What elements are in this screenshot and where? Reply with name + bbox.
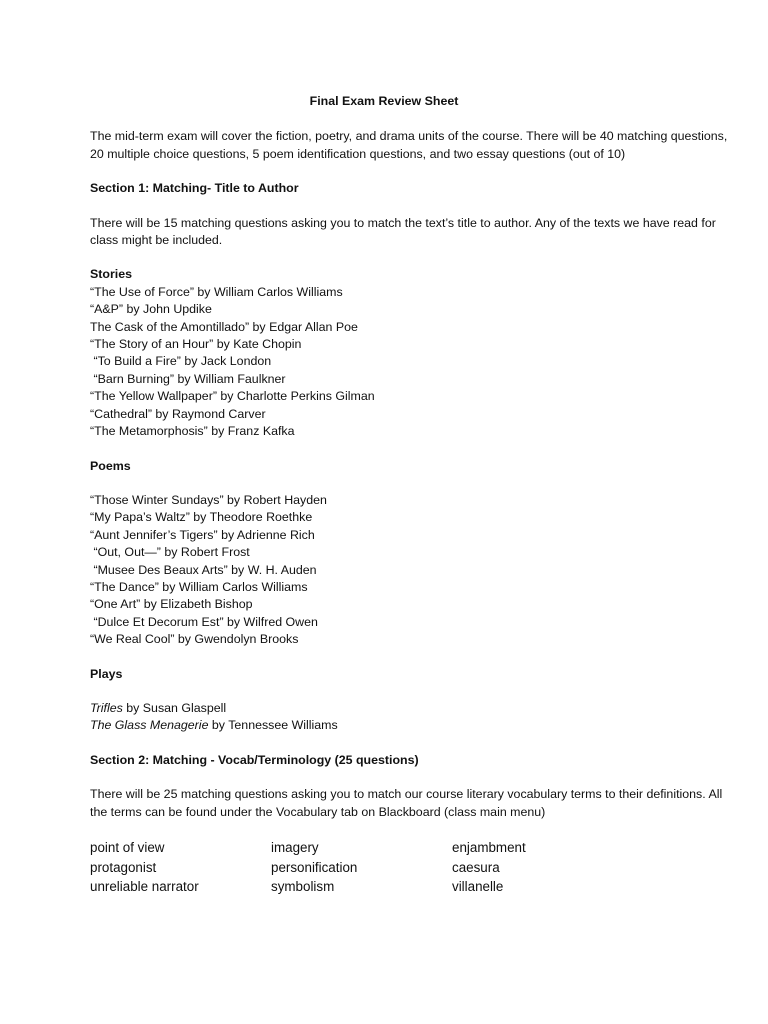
list-item: “One Art” by Elizabeth Bishop (90, 597, 253, 612)
play-title: The Glass Menagerie (90, 718, 209, 733)
list-item: “My Papa’s Waltz” by Theodore Roethke (90, 510, 313, 525)
list-item: “Musee Des Beaux Arts” by W. H. Auden (90, 562, 317, 577)
list-item: “Aunt Jennifer’s Tigers” by Adrienne Rich (90, 527, 315, 542)
poems-heading: Poems (90, 458, 131, 473)
list-item (90, 717, 728, 734)
vocab-term: enjambment (452, 840, 526, 855)
list-item: “Barn Burning” by William Faulkner (90, 371, 286, 386)
vocab-grid (90, 839, 728, 896)
list-item: “We Real Cool” by Gwendolyn Brooks (90, 632, 299, 647)
list-item: “Out, Out—” by Robert Frost (90, 545, 250, 560)
play-author: by Tennessee Williams (208, 718, 338, 733)
list-item: “Dulce Et Decorum Est” by Wilfred Owen (90, 614, 318, 629)
vocab-term: symbolism (271, 879, 335, 894)
vocab-term: caesura (452, 859, 500, 875)
section2-description: There will be 25 matching questions asking you to match our course literary vocabulary terms to their definitions. All the terms can be found under the Vocabulary tab on Blackboard (class main menu) (90, 787, 723, 819)
stories-heading: Stories (90, 267, 133, 282)
list-item (90, 700, 728, 717)
poems-list (90, 492, 728, 649)
vocab-term: imagery (271, 840, 319, 855)
list-item: “Those Winter Sundays” by Robert Hayden (90, 492, 327, 507)
intro-paragraph: The mid-term exam will cover the fiction, poetry, and drama units of the course. There will be 40 matching questions, 20 multiple choice questions, 5 poem identification questions, and two essay questions (out of 10) (90, 129, 728, 161)
play-title: Trifles (90, 700, 123, 715)
vocab-term: personification (271, 859, 358, 875)
list-item: “The Yellow Wallpaper” by Charlotte Perkins Gilman (90, 389, 375, 404)
list-item: “The Use of Force” by William Carlos Williams (90, 284, 343, 299)
vocab-term: point of view (90, 840, 165, 855)
plays-list (90, 700, 728, 735)
vocab-term: villanelle (452, 879, 504, 894)
page-title: Final Exam Review Sheet (309, 94, 459, 108)
list-item: “Cathedral” by Raymond Carver (90, 406, 266, 421)
section1-description: There will be 15 matching questions asking you to match the text’s title to author. Any of the texts we have read for class might be included. (90, 215, 716, 248)
list-item: “A&P” by John Updike (90, 302, 212, 317)
stories-list (90, 284, 728, 441)
list-item: The Cask of the Amontillado” by Edgar Allan Poe (90, 319, 358, 334)
vocab-term: unreliable narrator (90, 879, 199, 894)
vocab-term: protagonist (90, 859, 157, 875)
play-author: by Susan Glaspell (122, 700, 227, 715)
section1-heading: Section 1: Matching- Title to Author (90, 181, 299, 196)
list-item: “The Dance” by William Carlos Williams (90, 579, 308, 594)
list-item: “The Metamorphosis” by Franz Kafka (90, 424, 295, 439)
plays-heading: Plays (90, 666, 123, 681)
list-item: “To Build a Fire” by Jack London (90, 354, 272, 369)
list-item: “The Story of an Hour” by Kate Chopin (90, 337, 302, 352)
section2-heading: Section 2: Matching - Vocab/Terminology (25 questions) (90, 752, 419, 767)
